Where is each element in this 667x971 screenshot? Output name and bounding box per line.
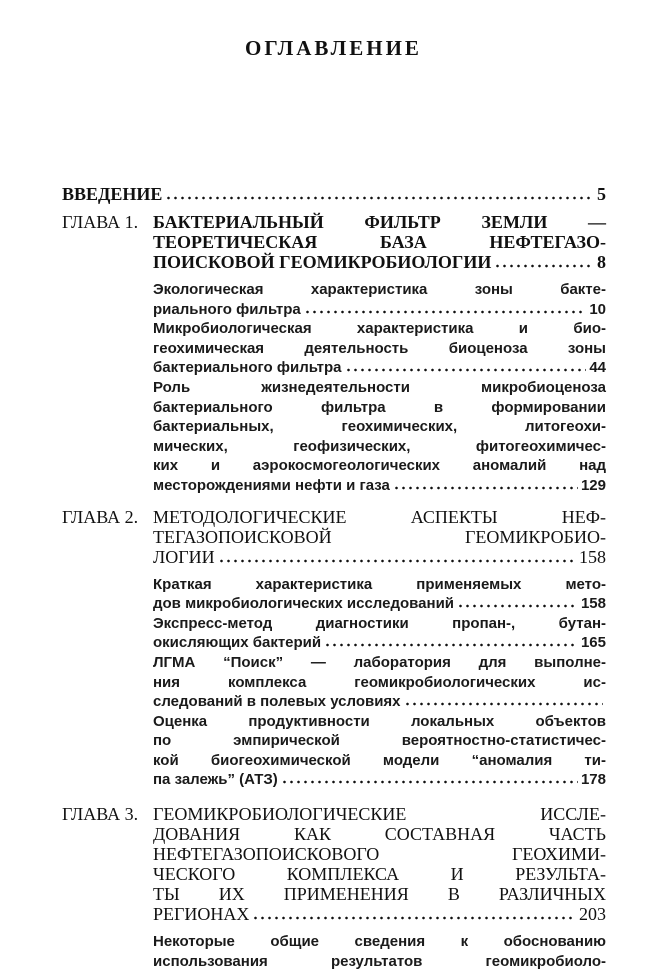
chapter-label: ГЛАВА 3. <box>62 804 139 825</box>
chapter-title-line: ПОИСКОВОЙ ГЕОМИКРОБИОЛОГИИ <box>153 252 492 272</box>
chapter-title-line: ТЫ ИХ ПРИМЕНЕНИЯ В РАЗЛИЧНЫХ <box>153 884 606 905</box>
chapter-title-line: ТЕОРЕТИЧЕСКАЯ БАЗА НЕФТЕГАЗО- <box>153 232 606 252</box>
chapter-title-line: БАКТЕРИАЛЬНЫЙ ФИЛЬТР ЗЕМЛИ — <box>153 212 606 232</box>
section-title-line: ЛГМА “Поиск” — лаборатория для выполне- <box>153 653 606 671</box>
page-title: ОГЛАВЛЕНИЕ <box>245 36 422 60</box>
chapter-title <box>153 212 606 272</box>
dot-leader <box>252 908 576 920</box>
section-title-line: окисляющих бактерий <box>153 634 322 652</box>
section-title-line: кой биогеохимической модели “аномалия ти- <box>153 751 606 769</box>
section-title-line: ния комплекса геомикробиологических ис- <box>153 673 606 691</box>
section-title-line: бактериального фильтра <box>153 359 342 377</box>
page-number: 10 <box>589 300 606 318</box>
section-title-line: Краткая характеристика применяемых мето- <box>153 575 606 593</box>
section-title-line: ких и аэрокосмогеологических аномалий над <box>153 457 606 475</box>
page-number: 129 <box>580 476 606 494</box>
dot-leader <box>393 478 578 490</box>
chapter-title-line: НЕФТЕГАЗОПОИСКОВОГО ГЕОХИМИ- <box>153 844 606 865</box>
section-list <box>153 575 606 791</box>
page-number: 165 <box>580 634 606 652</box>
chapter-title-line: ЧЕСКОГО КОМПЛЕКСА И РЕЗУЛЬТА- <box>153 864 606 885</box>
chapter-label: ГЛАВА 1. <box>62 212 139 232</box>
section-title-line: Оценка продуктивности локальных объектов <box>153 712 606 730</box>
page-number: 44 <box>589 359 606 377</box>
section-title-line: бактериальных, геохимических, литогеохи- <box>153 418 606 436</box>
chapter-title-line: РЕГИОНАХ <box>153 904 250 925</box>
page-number: 5 <box>597 184 606 204</box>
section-title-line: риального фильтра <box>153 300 301 318</box>
chapter-title-line: ДОВАНИЯ КАК СОСТАВНАЯ ЧАСТЬ <box>153 824 606 845</box>
toc-entry-introduction[interactable] <box>62 184 606 204</box>
chapter-title-line: ГЕОМИКРОБИОЛОГИЧЕСКИЕ ИССЛЕ- <box>153 804 606 825</box>
chapter-1 <box>62 212 606 496</box>
dot-leader <box>345 360 587 372</box>
section-title-line: месторождениями нефти и газа <box>153 476 390 494</box>
chapter-heading[interactable] <box>62 804 606 924</box>
section-title-line: Экологическая характеристика зоны бакте- <box>153 281 606 298</box>
dot-leader <box>281 772 578 784</box>
toc-section-entry[interactable] <box>153 378 606 496</box>
page-number: 8 <box>597 252 606 272</box>
chapter-2 <box>62 507 606 791</box>
dot-leader <box>404 694 603 706</box>
entry-title: ВВЕДЕНИЕ <box>62 184 163 204</box>
section-title-line: Микробиологическая характеристика и био- <box>153 320 606 338</box>
chapter-label: ГЛАВА 2. <box>62 506 139 527</box>
chapter-3 <box>62 804 606 971</box>
toc-section-entry[interactable] <box>153 614 606 653</box>
chapter-title <box>153 804 606 924</box>
toc-section-entry[interactable] <box>153 319 606 378</box>
toc-section-entry[interactable] <box>153 280 606 319</box>
dot-leader <box>494 256 594 268</box>
section-title-line: использования результатов геомикробиоло- <box>153 952 606 970</box>
dot-leader <box>324 635 578 647</box>
chapter-title <box>153 507 606 567</box>
section-list <box>153 932 606 971</box>
chapter-title-line: ТЕГАЗОПОИСКОВОЙ ГЕОМИКРОБИО- <box>153 526 606 547</box>
section-list <box>153 280 606 496</box>
dot-leader <box>304 302 587 314</box>
section-title-line: Роль жизнедеятельности микробиоценоза <box>153 378 606 396</box>
toc-section-entry[interactable] <box>153 712 606 790</box>
page-number: 178 <box>580 771 606 789</box>
section-title-line: геохимическая деятельность биоценоза зоны <box>153 339 606 357</box>
section-title-line: Экспресс-метод диагностики пропан-, бутан- <box>153 614 606 632</box>
dot-leader <box>218 551 576 563</box>
page-number: 203 <box>579 904 606 925</box>
table-of-contents <box>62 184 606 971</box>
chapter-heading[interactable] <box>62 507 606 567</box>
page-number: 158 <box>580 595 606 613</box>
section-title-line: по эмпирической вероятностно-статистичес- <box>153 732 606 750</box>
section-title-line: следований в полевых условиях <box>153 693 401 711</box>
dot-leader <box>165 188 594 200</box>
page-number: 158 <box>579 546 606 567</box>
chapter-list <box>62 212 606 971</box>
section-title-line: дов микробиологических исследований <box>153 595 455 613</box>
section-title-line: мических, геофизических, фитогеохимичес- <box>153 437 606 455</box>
section-title-line: бактериального фильтра в формировании <box>153 398 606 416</box>
chapter-title-line: ЛОГИИ <box>153 546 215 567</box>
chapter-heading[interactable] <box>62 212 606 272</box>
toc-section-entry[interactable] <box>153 575 606 614</box>
toc-section-entry[interactable] <box>153 653 606 712</box>
section-title-line: па залежь” (АТЗ) <box>153 771 278 789</box>
chapter-title-line: МЕТОДОЛОГИЧЕСКИЕ АСПЕКТЫ НЕФ- <box>153 506 606 527</box>
toc-section-entry[interactable] <box>153 932 606 971</box>
dot-leader <box>457 596 578 608</box>
section-title-line: Некоторые общие сведения к обоснованию <box>153 933 606 951</box>
